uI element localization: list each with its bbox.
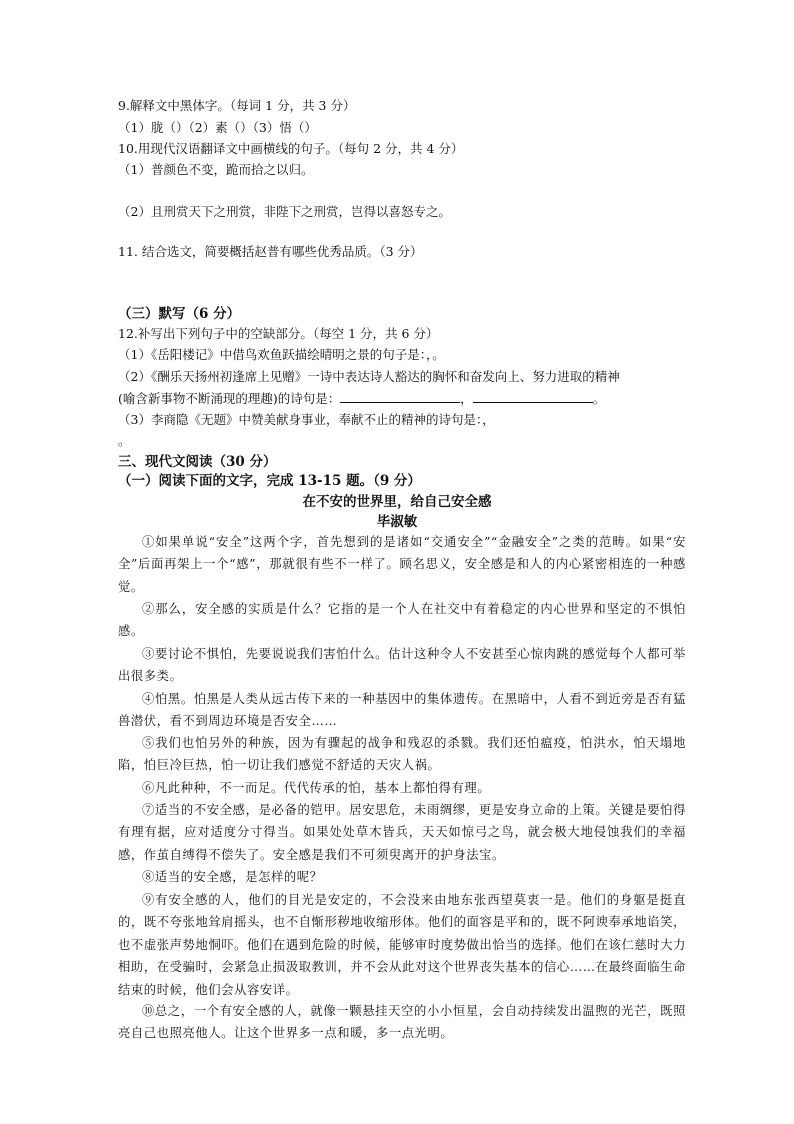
q10-sentence-2: （2）且刑赏天下之刑赏，非陛下之刑赏，岂得以喜怒专之。: [118, 204, 451, 219]
article-title: 在不安的世界里，给自己安全感: [302, 494, 492, 510]
article-paragraph-5: ⑤我们也怕另外的种族，因为有骤起的战争和残忍的杀戮。我们还怕瘟疫，怕洪水，怕天塌地陷，怕巨冷巨热，怕一切让我们感觉不舒适的天灾人祸。: [118, 736, 686, 773]
article-paragraph-10: ⑩总之，一个有安全感的人，就像一颗悬挂天空的小小恒星，会自动持续发出温煦的光芒，既照亮自己也照亮他人。让这个世界多一点和暖，多一点光明。: [118, 1004, 686, 1041]
article-author: 毕淑敏: [376, 514, 418, 530]
article-paragraph-2: ②那么，安全感的实质是什么？它指的是一个人在社交中有着稳定的内心世界和坚定的不惧怕感。: [118, 602, 686, 639]
q12-item-1: （1）《岳阳楼记》中借鸟欢鱼跃描绘晴明之景的句子是：，。: [118, 347, 445, 362]
article-paragraph-8: ⑧适当的安全感，是怎样的呢？: [142, 870, 323, 884]
q10-stem: 10.用现代汉语翻译文中画横线的句子。（每句 2 分，共 4 分）: [118, 141, 464, 156]
q12-item-2b-end: 。: [592, 391, 606, 406]
q9-stem: 9.解释文中黑体字。（每词 1 分，共 3 分）: [118, 98, 356, 113]
q10-sentence-1: （1）普颜色不变，跪而拾之以归。: [118, 162, 314, 177]
article-paragraph-3: ③要讨论不惧怕，先要说说我们害怕什么。估计这种令人不安甚至心惊肉跳的感觉每个人都可举出很多类。: [118, 647, 686, 684]
answer-blank-2[interactable]: [473, 390, 593, 403]
q9-items: （1）胧（）（2）素（）（3）悟（）: [118, 120, 317, 135]
article-paragraph-9: ⑨有安全感的人，他们的目光是安定的，不会没来由地东张西望莫衷一是。他们的身躯是挺直的，既不夸张地耸肩摇头，也不自惭形秽地收缩形体。他们的面容是平和的，既不阿谀奉承地谄笑，也不虚张声势地恫吓。他们在遇到危险的时候，能够审时度势做出恰当的选择。他们在该仁慈时大力相助，在受骗时，会紧急止损汲取教训，并不会从此对这个世界丧失基本的信心……在最终面临生命结束的时候，他们会从容安详。: [118, 893, 686, 997]
q11-stem: 11. 结合选文，简要概括赵普有哪些优秀品质。（3 分）: [118, 244, 423, 259]
answer-blank-1[interactable]: [340, 390, 460, 403]
article-paragraph-6: ⑥凡此种种，不一而足。代代传承的怕，基本上都怕得有理。: [142, 781, 491, 795]
q12-stem: 12.补写出下列句子中的空缺部分。（每空 1 分，共 6 分）: [118, 326, 439, 341]
q12-item-3: （3）李商隐《无题》中赞美献身事业，奉献不止的精神的诗句是：，: [118, 412, 495, 427]
section3-heading: （三）默写（6 分）: [118, 306, 241, 322]
q12-item-2a: （2）《酬乐天扬州初逢席上见赠》一诗中表达诗人豁达的胸怀和奋发向上、努力进取的精神: [118, 369, 620, 384]
article-paragraph-4: ④怕黑。怕黑是人类从远古传下来的一种基因中的集体遗传。在黑暗中，人看不到近旁是否有猛兽潜伏，看不到周边环境是否安全……: [118, 692, 686, 729]
article-paragraph-7: ⑦适当的不安全感，是必备的铠甲。居安思危，未雨绸缪，更是安身立命的上策。关键是要怕得有理有据，应对适度分寸得当。如果处处草木皆兵，天天如惊弓之鸟，就会极大地侵蚀我们的幸福感，作茧自缚得不偿失了。安全感是我们不可须臾离开的护身法宝。: [118, 803, 686, 862]
q12-item-2b-sep: ，: [460, 391, 473, 406]
q12-item-3-end: 。: [118, 433, 131, 448]
article-paragraph-1: ①如果单说“安全”这两个字，首先想到的是诸如“交通安全”“金融安全”之类的范畴。如果“安全”后面再架上一个“感”，那就很有些不一样了。顾名思义，安全感是和人的内心紧密相连的一种感觉。: [118, 535, 686, 594]
q12-item-2b-prefix: (喻含新事物不断涌现的理趣)的诗句是：: [118, 391, 341, 406]
part3-heading: 三、现代文阅读（30 分）: [118, 454, 277, 470]
part3-subheading: （一）阅读下面的文字，完成 13-15 题。（9 分）: [118, 473, 421, 489]
q12-item-2b: [118, 390, 605, 408]
